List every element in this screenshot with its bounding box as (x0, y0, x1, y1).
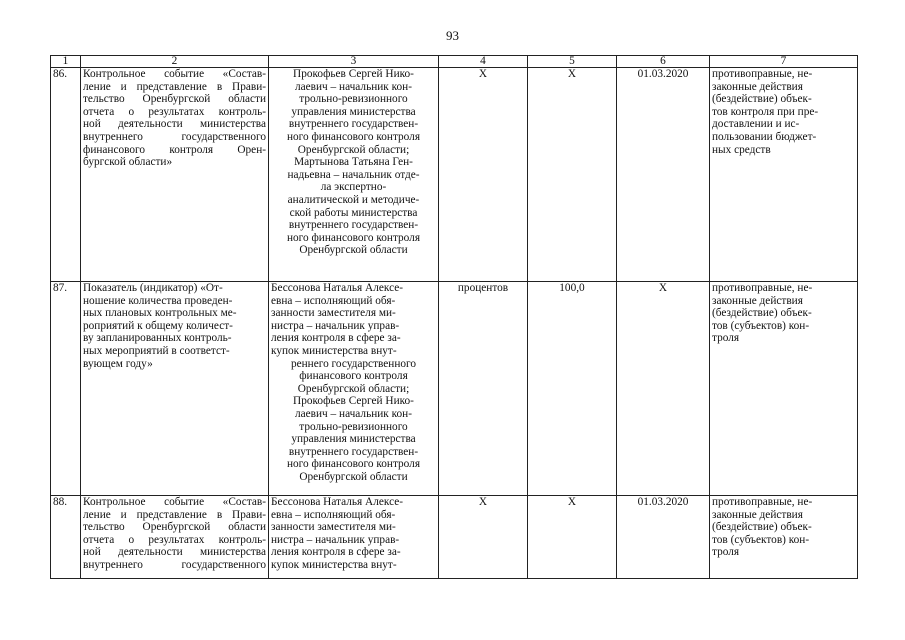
risk-cell (710, 68, 858, 282)
risk-line: (бездействие) объек- (712, 93, 812, 106)
unit-cell: процентов (439, 282, 528, 496)
responsible-line: занности заместителя ми- (271, 307, 396, 320)
event-cell (81, 496, 269, 579)
risk-line: законные действия (712, 294, 803, 307)
responsible-line: ления контроля в сфере за- (271, 332, 401, 345)
event-line: тельство Оренбургской области (83, 521, 266, 534)
event-line: внутреннего государственного (83, 558, 266, 571)
event-line: внутреннего государственного (83, 130, 266, 143)
responsible-line: управления министерства (291, 433, 416, 446)
event-line: ной деятельности министерства (83, 118, 266, 131)
responsible-line: ления контроля в сфере за- (271, 546, 401, 559)
event-cell (81, 68, 269, 282)
responsible-line: лаевич – начальник кон- (295, 80, 412, 93)
responsible-line: трольно-ревизионного (299, 93, 408, 106)
risk-line: (бездействие) объек- (712, 307, 812, 320)
header-cell-4: 4 (439, 56, 528, 68)
responsible-line: Оренбургской области (299, 244, 408, 257)
responsible-line: управления министерства (291, 105, 416, 118)
event-cell (81, 282, 269, 496)
value-cell: 100,0 (528, 282, 617, 496)
event-line: ной деятельности министерства (83, 546, 266, 559)
responsible-line: внутреннего государствен- (288, 445, 419, 458)
responsible-line: евна – исполняющий обя- (271, 508, 396, 521)
event-line: ву запланированных контроль- (83, 332, 232, 345)
risk-line: тов (субъектов) кон- (712, 319, 810, 332)
event-line: финансового контроля Орен- (83, 143, 266, 156)
deadline-cell: X (617, 282, 710, 496)
risk-line: тов контроля при пре- (712, 105, 819, 118)
responsible-line: евна – исполняющий обя- (271, 294, 396, 307)
responsible-line: ской работы министерства (289, 206, 418, 219)
responsible-line: Оренбургской области (299, 470, 408, 483)
value-cell: X (528, 496, 617, 579)
header-cell-2: 2 (81, 56, 269, 68)
event-line: Показатель (индикатор) «От- (83, 282, 223, 294)
responsible-line: внутреннего государствен- (288, 118, 419, 131)
responsible-line: Оренбургской области; (297, 143, 410, 156)
page-number: 93 (446, 28, 459, 43)
risk-line: тов (субъектов) кон- (712, 533, 810, 546)
event-line: отчета о результатах контроль- (83, 105, 266, 118)
header-cell-5: 5 (528, 56, 617, 68)
responsible-cell (269, 282, 439, 496)
risk-line: (бездействие) объек- (712, 521, 812, 534)
responsible-line: Бессонова Наталья Алексе- (271, 496, 403, 508)
risk-line: пользовании бюджет- (712, 130, 817, 143)
header-cell-3: 3 (269, 56, 439, 68)
header-cell-6: 6 (617, 56, 710, 68)
risk-line: законные действия (712, 80, 803, 93)
responsible-line: аналитической и методиче- (287, 193, 420, 206)
deadline-cell: 01.03.2020 (617, 496, 710, 579)
event-line: роприятий к общему количест- (83, 319, 233, 332)
risk-cell (710, 496, 858, 579)
responsible-line: купок министерства внут- (271, 558, 397, 571)
responsible-line: внутреннего государствен- (288, 219, 419, 232)
unit-cell: X (439, 496, 528, 579)
risk-line: противоправные, не- (712, 68, 813, 80)
responsible-line: купок министерства внут- (271, 344, 397, 357)
row-number: 87. (51, 282, 81, 496)
row-number: 88. (51, 496, 81, 579)
risk-line: троля (712, 332, 740, 345)
responsible-line: ного финансового контроля (286, 231, 421, 244)
responsible-line: Прокофьев Сергей Нико- (293, 68, 414, 80)
event-line: Контрольное событие «Состав- (83, 68, 266, 80)
responsible-line: занности заместителя ми- (271, 521, 396, 534)
unit-cell: X (439, 68, 528, 282)
row-number: 86. (51, 68, 81, 282)
event-line: ление и представление в Прави- (83, 80, 266, 93)
event-line: ношение количества проведен- (83, 294, 233, 307)
risk-cell (710, 282, 858, 496)
table-row (51, 282, 858, 496)
risk-line: противоправные, не- (712, 282, 813, 294)
responsible-line: нистра – начальник управ- (271, 533, 400, 546)
responsible-cell (269, 496, 439, 579)
responsible-line: Мартынова Татьяна Ген- (294, 156, 413, 169)
event-line: ных мероприятий в соответст- (83, 344, 230, 357)
risk-line: законные действия (712, 508, 803, 521)
header-cell-1: 1 (51, 56, 81, 68)
header-row (51, 56, 858, 68)
event-line: Контрольное событие «Состав- (83, 496, 266, 508)
event-line: бургской области» (83, 156, 173, 169)
table-row (51, 496, 858, 579)
responsible-line: Бессонова Наталья Алексе- (271, 282, 403, 294)
responsible-line: ла экспертно- (320, 181, 387, 194)
document-table (50, 55, 858, 579)
responsible-line: лаевич – начальник кон- (295, 407, 412, 420)
table-row (51, 68, 858, 282)
header-cell-7: 7 (710, 56, 858, 68)
responsible-line: Прокофьев Сергей Нико- (293, 395, 414, 408)
risk-line: троля (712, 546, 740, 559)
responsible-line: реннего государственного (290, 357, 417, 370)
event-line: вующем году» (83, 357, 153, 370)
risk-line: ных средств (712, 143, 771, 156)
responsible-line: ного финансового контроля (286, 458, 421, 471)
event-line: отчета о результатах контроль- (83, 533, 266, 546)
responsible-line: трольно-ревизионного (299, 420, 408, 433)
event-line: ление и представление в Прави- (83, 508, 266, 521)
event-line: ных плановых контрольных ме- (83, 307, 237, 320)
responsible-line: нистра – начальник управ- (271, 319, 400, 332)
value-cell: X (528, 68, 617, 282)
risk-line: противоправные, не- (712, 496, 813, 508)
responsible-line: Оренбургской области; (297, 382, 410, 395)
responsible-cell (269, 68, 439, 282)
responsible-line: надьевна – начальник отде- (287, 168, 420, 181)
deadline-cell: 01.03.2020 (617, 68, 710, 282)
risk-line: доставлении и ис- (712, 118, 800, 131)
event-line: тельство Оренбургской области (83, 93, 266, 106)
responsible-line: ного финансового контроля (286, 130, 421, 143)
responsible-line: финансового контроля (299, 370, 408, 383)
